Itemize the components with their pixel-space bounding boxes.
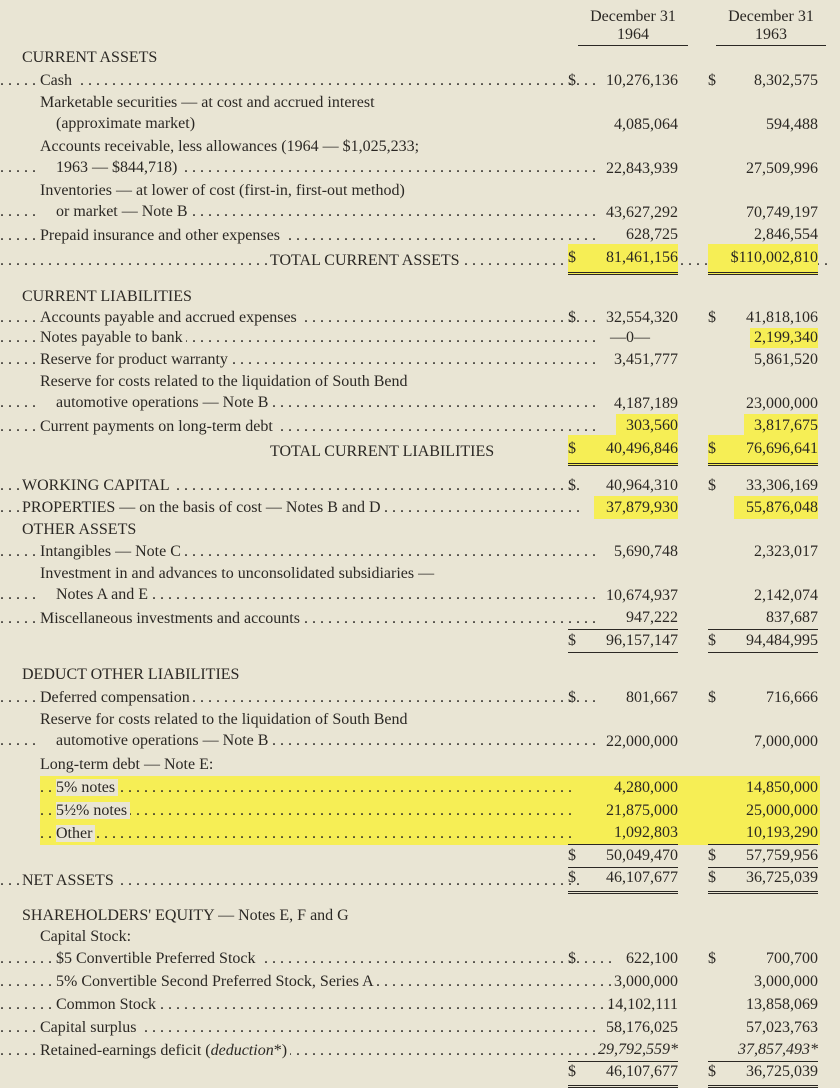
value-1963: 70,749,197	[746, 204, 818, 221]
row-inventories	[0, 180, 840, 224]
row-notes-payable	[0, 328, 840, 348]
section-title-text: DEDUCT OTHER LIABILITIES	[22, 666, 242, 683]
value-1964: 58,176,025	[606, 1019, 678, 1036]
value-1964: 22,000,000	[606, 733, 678, 750]
row-label: Reserve for costs related to the liquidation of South Bend	[40, 371, 600, 392]
dollar-sign: $	[568, 950, 576, 967]
value-1964: 29,792,559*	[568, 1038, 678, 1062]
section-title	[0, 285, 840, 308]
dollar-sign: $	[708, 1063, 716, 1080]
row-warranty	[0, 348, 840, 371]
value-1963: 33,306,169	[746, 477, 818, 494]
value-1963: 57,023,763	[746, 1019, 818, 1036]
row-label: $5 Convertible Preferred Stock	[56, 950, 259, 967]
dollar-sign: $	[568, 1063, 576, 1080]
header-line2: 1963	[716, 26, 826, 46]
value-1964: 947,222	[568, 606, 678, 630]
row-5-5pct-notes	[40, 799, 820, 822]
row-label-cont: Notes A and E	[40, 586, 151, 603]
statement-rows	[0, 46, 840, 1088]
dollar-sign: $	[708, 309, 716, 326]
value-1964: 5,690,748	[614, 543, 678, 560]
value-1964: 46,107,677	[606, 1063, 678, 1080]
section-title-text: SHAREHOLDERS' EQUITY — Notes E, F and G	[22, 907, 352, 924]
row-label-cont: automotive operations — Note B	[40, 732, 271, 749]
row-capital-surplus	[0, 1016, 840, 1039]
row-label: 5% notes	[56, 779, 118, 796]
value-1963: 594,488	[766, 116, 818, 133]
row-label: Notes payable to bank	[40, 329, 186, 346]
value-1963: 25,000,000	[746, 802, 818, 819]
row-total-current-liabilities	[0, 438, 840, 466]
value-1963: 27,509,996	[746, 160, 818, 177]
row-label: Prepaid insurance and other expenses	[40, 227, 283, 244]
section-title	[0, 904, 840, 927]
value-1963: 2,846,554	[708, 223, 818, 247]
row-label: Cash	[40, 72, 75, 89]
row-label: Accounts receivable, less allowances (1964 — $1,025,233;	[40, 136, 600, 157]
dollar-sign: $	[708, 632, 716, 649]
row-receivable	[0, 136, 840, 180]
section-title	[0, 46, 840, 69]
value-1964: 10,674,937	[606, 587, 678, 604]
column-header-1964	[578, 8, 688, 46]
dollar-sign: $	[568, 689, 576, 706]
row-label: Marketable securities — at cost and accrued interest	[40, 92, 600, 113]
value-1963: 3,817,675	[744, 414, 818, 438]
row-subtotal	[0, 630, 840, 653]
value-1963: $110,002,810	[708, 244, 818, 275]
row-working-capital	[0, 476, 840, 496]
section-title	[0, 519, 840, 540]
value-1964: 622,100	[626, 950, 678, 967]
value-1963: 37,857,493*	[708, 1038, 818, 1062]
row-net-assets	[0, 868, 840, 894]
value-1963: 2,142,074	[754, 587, 818, 604]
row-label: NET ASSETS	[22, 872, 117, 889]
row-common-stock	[0, 993, 840, 1016]
row-south-bend-reserve	[0, 371, 840, 415]
row-label: WORKING CAPITAL	[22, 477, 173, 494]
value-1963: 5,861,520	[754, 351, 818, 368]
value-1964: 3,000,000	[614, 973, 678, 990]
row-label: Current payments on long-term debt	[40, 418, 276, 435]
row-label: Intangibles — Note C	[40, 543, 184, 560]
value-1964: 10,276,136	[606, 72, 678, 89]
dollar-sign: $	[568, 477, 576, 494]
row-second-pref-stock	[0, 970, 840, 993]
dollar-sign: $	[708, 950, 716, 967]
value-1964: 40,964,310	[606, 477, 678, 494]
value-1964: 1,092,803	[568, 821, 678, 845]
value-1963: 7,000,000	[754, 733, 818, 750]
value-1964: 37,879,930	[594, 496, 678, 519]
dollar-sign: $	[708, 847, 716, 864]
value-1964: 628,725	[568, 223, 678, 247]
row-equity-total	[0, 1062, 840, 1088]
value-1964: 21,875,000	[606, 802, 678, 819]
value-1964: 50,049,470	[606, 847, 678, 864]
row-cash	[0, 69, 840, 92]
row-label-cont: (approximate market)	[40, 115, 198, 132]
row-label: TOTAL CURRENT LIABILITIES	[270, 443, 497, 460]
value-1963: 837,687	[708, 606, 818, 630]
row-label: Retained-earnings deficit	[40, 1042, 202, 1059]
value-1963: 700,700	[766, 950, 818, 967]
section-title-text: CURRENT ASSETS	[22, 49, 160, 66]
value-1963: 76,696,641	[746, 440, 818, 457]
value-1963: 8,302,575	[754, 72, 818, 89]
row-label: Other	[56, 825, 95, 842]
value-1964: 3,451,777	[614, 351, 678, 368]
row-label: Investment in and advances to unconsolidated subsidiaries —	[40, 563, 600, 584]
row-label: PROPERTIES — on the basis of cost — Notes B and D	[22, 499, 384, 516]
row-label-italic: deduction	[210, 1042, 274, 1059]
value-1964: 14,102,111	[607, 996, 678, 1013]
value-1963: 13,858,069	[746, 996, 818, 1013]
row-accounts-payable	[0, 308, 840, 328]
paren-close: *)	[273, 1042, 288, 1059]
row-label: 5% Convertible Second Preferred Stock, Series A	[56, 973, 377, 990]
value-1963: 14,850,000	[746, 779, 818, 796]
dollar-sign: $	[568, 847, 576, 864]
row-total-current-assets	[0, 247, 840, 275]
row-long-term-debt	[0, 753, 840, 776]
value-1964: 81,461,156	[606, 249, 678, 266]
row-label: Inventories — at lower of cost (first-in, first-out method)	[40, 180, 600, 201]
dollar-sign: $	[568, 72, 576, 89]
value-1963: 2,199,340	[750, 328, 818, 348]
value-1963: 36,725,039	[746, 869, 818, 886]
row-label: Capital surplus	[40, 1019, 139, 1036]
row-intangibles	[0, 540, 840, 563]
value-1963: 2,323,017	[754, 543, 818, 560]
row-label-cont: or market — Note B	[40, 203, 191, 220]
value-1963: 36,725,039	[746, 1063, 818, 1080]
row-label: Common Stock	[56, 996, 159, 1013]
row-investment	[0, 563, 840, 607]
section-title-text: OTHER ASSETS	[22, 521, 139, 538]
row-label: Reserve for costs related to the liquidation of South Bend	[40, 709, 600, 730]
row-capital-stock	[0, 927, 840, 947]
dollar-sign: $	[568, 869, 576, 886]
row-south-bend-reserve-2	[0, 709, 840, 753]
value-1964: 303,560	[616, 414, 678, 438]
dollar-sign: $	[708, 72, 716, 89]
value-1964: 96,157,147	[606, 632, 678, 649]
header-line1: December 31	[728, 8, 814, 25]
row-properties	[0, 496, 840, 519]
dollar-sign: $	[708, 869, 716, 886]
row-label: TOTAL CURRENT ASSETS	[270, 252, 463, 269]
dollar-sign: $	[568, 632, 576, 649]
row-deferred-compensation	[0, 686, 840, 709]
row-label: Long-term debt — Note E:	[40, 756, 216, 773]
section-title-text: CURRENT LIABILITIES	[22, 288, 195, 305]
row-pref-stock	[0, 947, 840, 970]
value-1963: 94,484,995	[746, 632, 818, 649]
row-label: Reserve for product warranty	[40, 351, 231, 368]
row-label-cont: automotive operations — Note B	[40, 394, 271, 411]
header-line1: December 31	[590, 8, 676, 25]
value-1964: 801,667	[626, 689, 678, 706]
value-1964: 4,280,000	[614, 779, 678, 796]
value-1963: 716,666	[766, 689, 818, 706]
header-line2: 1964	[578, 26, 688, 46]
value-1963: 55,876,048	[734, 496, 818, 519]
value-1964: 4,187,189	[614, 395, 678, 412]
value-1964: 4,085,064	[614, 116, 678, 133]
value-1964: 40,496,846	[606, 440, 678, 457]
row-5pct-notes	[40, 776, 820, 799]
value-1964: 43,627,292	[606, 204, 678, 221]
row-label: Miscellaneous investments and accounts	[40, 610, 303, 627]
dollar-sign: $	[708, 689, 716, 706]
row-label: Deferred compensation	[40, 689, 193, 706]
value-1963: 57,759,956	[746, 847, 818, 864]
value-1963: 23,000,000	[746, 395, 818, 412]
row-label: Capital Stock:	[40, 928, 134, 945]
value-1963: 3,000,000	[754, 973, 818, 990]
row-label: 5½% notes	[56, 802, 130, 819]
dollar-sign: $	[568, 440, 576, 457]
row-label-cont: 1963 — $844,718)	[40, 159, 180, 176]
row-label: Accounts payable and accrued expenses	[40, 309, 300, 326]
row-marketable	[0, 92, 840, 136]
paren-open: (	[205, 1042, 211, 1059]
row-misc-investments	[0, 607, 840, 630]
row-other-debt	[40, 822, 820, 845]
section-title	[0, 663, 840, 686]
value-1964: 22,843,939	[606, 160, 678, 177]
value-1964: 46,107,677	[606, 869, 678, 886]
column-header-1963	[716, 8, 826, 46]
dollar-sign: $	[708, 440, 716, 457]
dollar-sign: $	[568, 249, 576, 266]
value-1964: 32,554,320	[606, 309, 678, 326]
value-1963: 10,193,290	[708, 821, 818, 845]
dollar-sign: $	[708, 477, 716, 494]
value-1964: —0—	[610, 329, 650, 346]
value-1963: 41,818,106	[746, 309, 818, 326]
dollar-sign: $	[568, 309, 576, 326]
